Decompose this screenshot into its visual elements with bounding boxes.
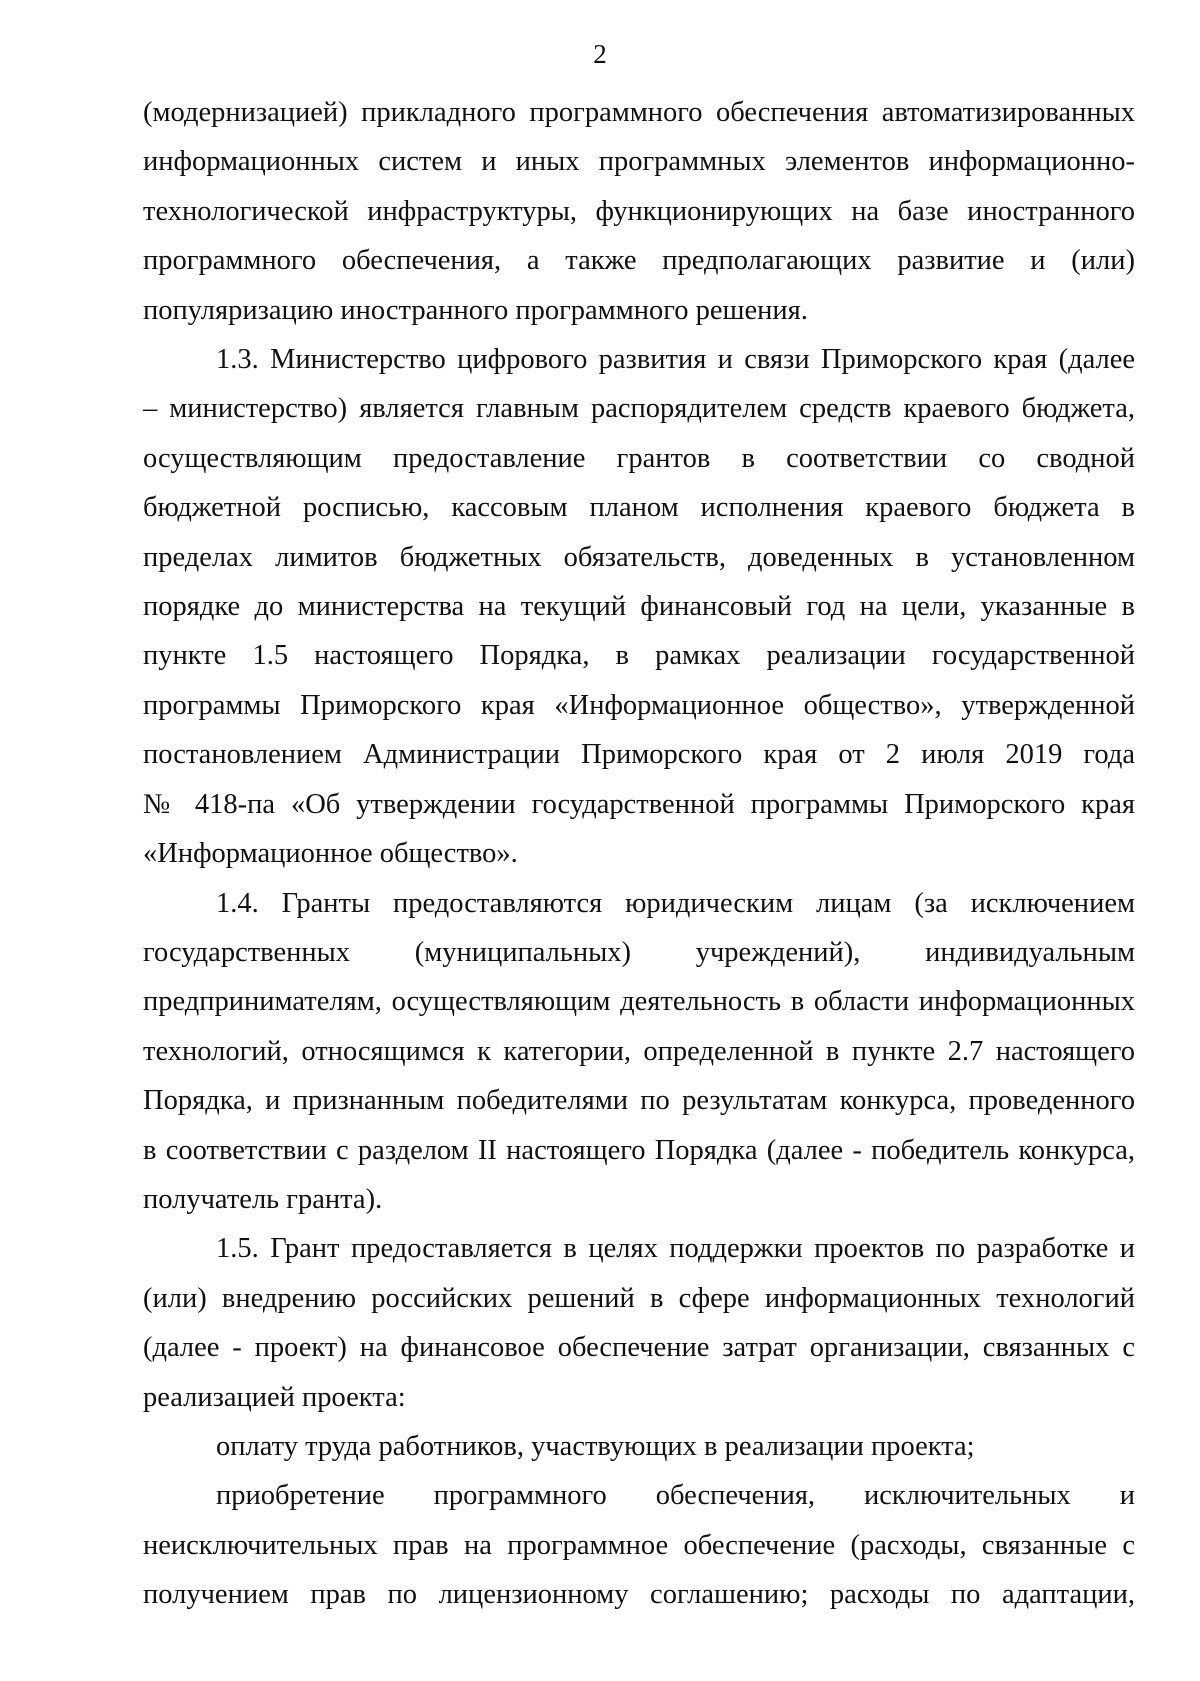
text-line: порядке до министерства на текущий финансовый год на цели, указанные в: [143, 591, 1135, 623]
text-line: предпринимателям, осуществляющим деятельность в области информационных: [143, 986, 1135, 1018]
text-line: программного обеспечения, а также предполагающих развитие и (или): [143, 245, 1135, 277]
text-line: постановлением Администрации Приморского края от 2 июля 2019 года: [143, 739, 1135, 771]
text-line: получатель гранта).: [143, 1183, 383, 1215]
text-line: реализацией проекта:: [143, 1381, 406, 1413]
paragraph-p-labor: [143, 1422, 1135, 1471]
text-line: оплату труда работников, участвующих в реализации проекта;: [216, 1430, 975, 1462]
paragraph-p-1-4: [143, 879, 1135, 1225]
text-line: 1.5. Грант предоставляется в целях поддержки проектов по разработке и: [216, 1233, 1135, 1265]
text-line: технологической инфраструктуры, функционирующих на базе иностранного: [143, 195, 1135, 227]
document-body: [143, 88, 1135, 1620]
paragraph-p-software: [143, 1471, 1135, 1619]
text-line: – министерство) является главным распорядителем средств краевого бюджета,: [143, 393, 1135, 425]
text-line: получением прав по лицензионному соглашению; расходы по адаптации,: [143, 1579, 1135, 1611]
text-line: информационных систем и иных программных элементов информационно-: [143, 146, 1135, 178]
text-line: в соответствии с разделом II настоящего Порядка (далее - победитель конкурса,: [143, 1134, 1135, 1166]
page-number: 2: [593, 39, 607, 69]
text-line: Порядка, и признанным победителями по результатам конкурса, проведенного: [143, 1085, 1135, 1117]
paragraph-p-1-5: [143, 1224, 1135, 1422]
text-line: «Информационное общество».: [143, 838, 518, 870]
text-line: (модернизацией) прикладного программного обеспечения автоматизированных: [143, 97, 1135, 128]
text-line: (или) внедрению российских решений в сфере информационных технологий: [143, 1282, 1135, 1314]
text-line: программы Приморского края «Информационное общество», утвержденной: [143, 689, 1135, 721]
text-line: пункте 1.5 настоящего Порядка, в рамках реализации государственной: [143, 640, 1135, 672]
paragraph-p-continuation: [143, 88, 1135, 335]
text-line: (далее - проект) на финансовое обеспечение затрат организации, связанных с: [143, 1332, 1135, 1364]
text-line: 1.3. Министерство цифрового развития и связи Приморского края (далее: [216, 344, 1135, 376]
text-line: популяризацию иностранного программного решения.: [143, 294, 808, 326]
paragraph-p-1-3: [143, 335, 1135, 878]
text-line: осуществляющим предоставление грантов в соответствии со сводной: [143, 442, 1135, 474]
text-line: 1.4. Гранты предоставляются юридическим лицам (за исключением: [216, 887, 1135, 919]
text-line: государственных (муниципальных) учреждений), индивидуальным: [143, 936, 1135, 968]
text-line: пределах лимитов бюджетных обязательств, доведенных в установленном: [143, 541, 1135, 573]
text-line: неисключительных прав на программное обеспечение (расходы, связанные с: [143, 1529, 1135, 1561]
text-line: приобретение программного обеспечения, исключительных и: [216, 1480, 1135, 1512]
text-line: № 418-па «Об утверждении государственной программы Приморского края: [143, 788, 1135, 820]
text-line: бюджетной росписью, кассовым планом исполнения краевого бюджета в: [143, 492, 1135, 524]
text-line: технологий, относящимся к категории, определенной в пункте 2.7 настоящего: [143, 1035, 1135, 1067]
